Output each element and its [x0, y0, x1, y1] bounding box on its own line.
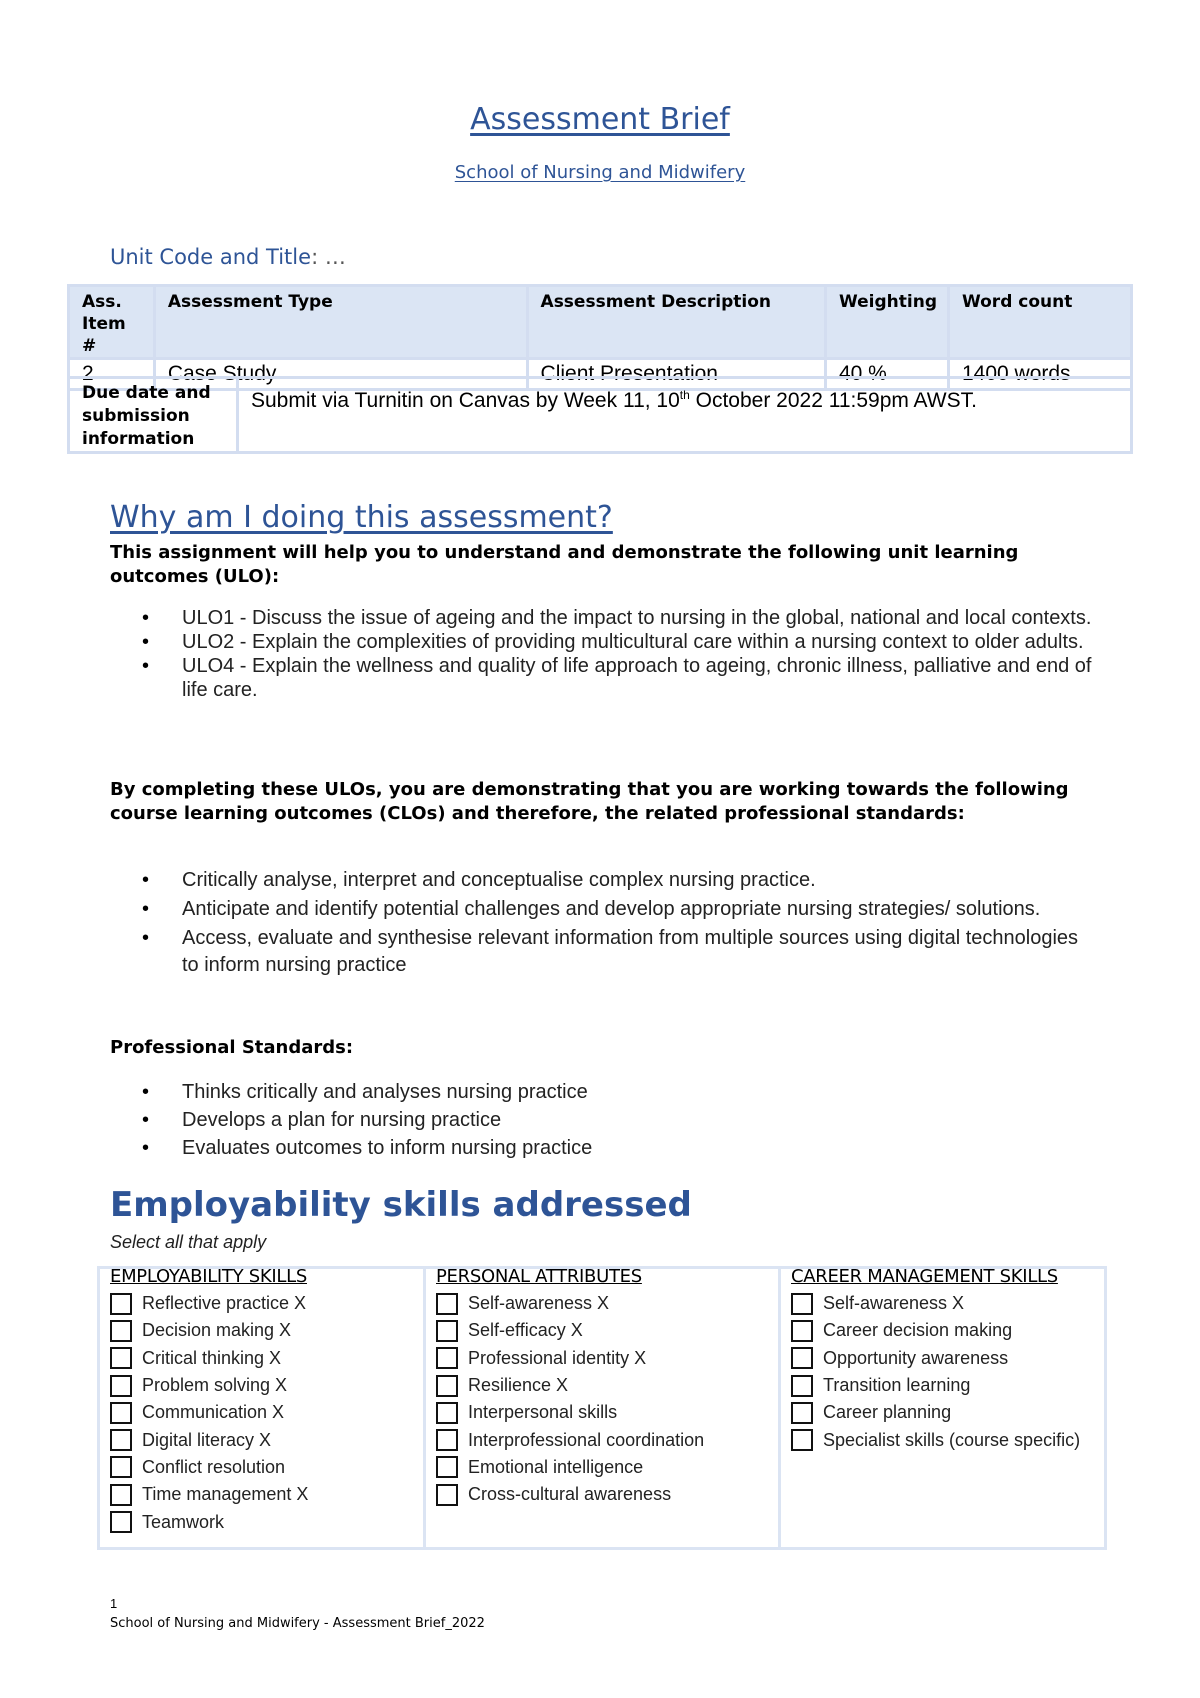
professional-standards-heading: Professional Standards: — [110, 1037, 354, 1058]
ulo-list — [110, 606, 1100, 702]
cell-type: Case Study — [154, 359, 527, 390]
unit-code-separator: : — [311, 245, 319, 269]
skill-item[interactable] — [110, 1454, 423, 1481]
page-title: Assessment Brief — [470, 102, 730, 137]
skill-label: Professional identity X — [468, 1347, 647, 1368]
unit-code-line — [110, 245, 346, 269]
skill-label: Self-efficacy X — [468, 1320, 583, 1341]
skill-label: Teamwork — [142, 1511, 225, 1532]
skill-label: Problem solving X — [142, 1375, 288, 1396]
select-note: Select all that apply — [110, 1232, 267, 1252]
due-date-label: Due date and submission information — [69, 378, 238, 453]
skill-label: Self-awareness X — [823, 1293, 965, 1314]
list-item: • Anticipate and identify potential challenges and develop appropriate nursing strategies/ solutions. — [110, 896, 1100, 923]
why-heading: Why am I doing this assessment? — [110, 500, 613, 535]
list-item: • Thinks critically and analyses nursing practice — [110, 1078, 1100, 1106]
unit-code-value: … — [324, 245, 346, 269]
col-header-weighting: Weighting — [825, 286, 948, 359]
skill-item[interactable] — [436, 1481, 778, 1508]
skill-item[interactable] — [110, 1317, 423, 1344]
skill-label: Resilience X — [468, 1375, 569, 1396]
skill-item[interactable] — [110, 1290, 423, 1317]
skill-item[interactable] — [110, 1426, 423, 1453]
skill-label: Self-awareness X — [468, 1293, 610, 1314]
checkbox[interactable] — [110, 1320, 132, 1342]
employability-heading: Employability skills addressed — [110, 1185, 692, 1225]
footer-text: School of Nursing and Midwifery - Assessment Brief_2022 — [110, 1616, 485, 1631]
list-item: • Access, evaluate and synthesise relevant information from multiple sources using digital technologies to inform nursing practice — [110, 925, 1100, 979]
skill-item[interactable] — [110, 1508, 423, 1535]
skill-item[interactable] — [436, 1317, 778, 1344]
checkbox[interactable] — [436, 1347, 458, 1369]
skill-item[interactable] — [436, 1426, 778, 1453]
skill-item[interactable] — [791, 1372, 1104, 1399]
column-header: CAREER MANAGEMENT SKILLS — [791, 1266, 1058, 1287]
ulo-intro: This assignment will help you to understand and demonstrate the following unit learning outcomes (ULO): — [110, 542, 1019, 587]
skill-label: Reflective practice X — [142, 1293, 307, 1314]
checkbox[interactable] — [436, 1402, 458, 1424]
skill-item[interactable] — [110, 1372, 423, 1399]
checkbox[interactable] — [791, 1375, 813, 1397]
skill-label: Cross-cultural awareness — [468, 1484, 672, 1505]
column-career-management — [778, 1266, 1104, 1547]
skills-table — [97, 1266, 1107, 1550]
checkbox[interactable] — [436, 1429, 458, 1451]
checkbox[interactable] — [110, 1456, 132, 1478]
checkbox[interactable] — [436, 1484, 458, 1506]
skill-label: Decision making X — [142, 1320, 292, 1341]
checkbox[interactable] — [110, 1347, 132, 1369]
col-header-word-count: Word count — [948, 286, 1131, 359]
cell-description: Client Presentation — [527, 359, 825, 390]
skill-item[interactable] — [436, 1372, 778, 1399]
col-header-description: Assessment Description — [527, 286, 825, 359]
column-header: EMPLOYABILITY SKILLS — [110, 1266, 307, 1287]
skill-label: Interpersonal skills — [468, 1402, 618, 1423]
column-employability-skills — [100, 1266, 423, 1547]
skill-label: Time management X — [142, 1484, 309, 1505]
assessment-table — [67, 284, 1133, 391]
checkbox[interactable] — [791, 1347, 813, 1369]
checkbox[interactable] — [436, 1456, 458, 1478]
checkbox[interactable] — [791, 1320, 813, 1342]
list-item: • ULO2 - Explain the complexities of providing multicultural care within a nursing context to older adults. — [110, 630, 1100, 654]
unit-code-label: Unit Code and Title — [110, 245, 312, 269]
col-header-item: Ass. Item # — [69, 286, 155, 359]
checkbox[interactable] — [110, 1511, 132, 1533]
skill-label: Conflict resolution — [142, 1456, 286, 1477]
checkbox[interactable] — [436, 1293, 458, 1315]
cell-item: 2 — [69, 359, 155, 390]
skill-item[interactable] — [436, 1454, 778, 1481]
skill-item[interactable] — [791, 1290, 1104, 1317]
list-item: • ULO1 - Discuss the issue of ageing and the impact to nursing in the global, national and local contexts. — [110, 606, 1100, 630]
page-number: 1 — [110, 1596, 118, 1611]
standards-list — [110, 1078, 1100, 1162]
skill-label: Opportunity awareness — [823, 1347, 1009, 1368]
skill-label: Digital literacy X — [142, 1429, 272, 1450]
skill-item[interactable] — [791, 1426, 1104, 1453]
skill-label: Specialist skills (course specific) — [823, 1429, 1081, 1450]
checkbox[interactable] — [436, 1320, 458, 1342]
due-text-main: Submit via Turnitin on Canvas by Week 11, 10 — [251, 389, 680, 412]
checkbox[interactable] — [436, 1375, 458, 1397]
column-personal-attributes — [423, 1266, 778, 1547]
skill-label: Emotional intelligence — [468, 1456, 644, 1477]
checkbox[interactable] — [110, 1293, 132, 1315]
checkbox[interactable] — [791, 1293, 813, 1315]
skill-item[interactable] — [791, 1345, 1104, 1372]
due-date-table — [67, 376, 1133, 454]
list-item: • Critically analyse, interpret and conceptualise complex nursing practice. — [110, 867, 1100, 894]
checkbox[interactable] — [791, 1402, 813, 1424]
skill-item[interactable] — [791, 1317, 1104, 1344]
skill-label: Critical thinking X — [142, 1347, 282, 1368]
cell-weighting: 40 % — [825, 359, 948, 390]
skill-label: Transition learning — [823, 1375, 971, 1396]
skill-item[interactable] — [436, 1399, 778, 1426]
skill-label: Interprofessional coordination — [468, 1429, 705, 1450]
checkbox[interactable] — [110, 1375, 132, 1397]
list-item: • Develops a plan for nursing practice — [110, 1106, 1100, 1134]
list-item: • Evaluates outcomes to inform nursing practice — [110, 1134, 1100, 1162]
due-text-sup: th — [679, 388, 690, 402]
skill-item[interactable] — [791, 1399, 1104, 1426]
assessment-table-header — [69, 286, 1132, 359]
checkbox[interactable] — [791, 1429, 813, 1451]
cell-word-count: 1400 words — [948, 359, 1131, 390]
clo-intro: By completing these ULOs, you are demonstrating that you are working towards the following course learning outcomes (CLOs) and therefore, the related professional standards: — [110, 779, 1069, 824]
checkbox[interactable] — [110, 1429, 132, 1451]
due-text-tail: October 2022 11:59pm AWST. — [689, 389, 977, 412]
page-subtitle: School of Nursing and Midwifery — [454, 162, 746, 183]
skill-item[interactable] — [436, 1345, 778, 1372]
col-header-type: Assessment Type — [154, 286, 527, 359]
list-item: • ULO4 - Explain the wellness and quality of life approach to ageing, chronic illness, palliative and end of life care. — [110, 654, 1100, 702]
clo-list — [110, 867, 1100, 981]
skill-item[interactable] — [110, 1345, 423, 1372]
skill-item[interactable] — [110, 1399, 423, 1426]
skill-item[interactable] — [110, 1481, 423, 1508]
skill-label: Career planning — [823, 1402, 952, 1423]
checkbox[interactable] — [110, 1402, 132, 1424]
checkbox[interactable] — [110, 1484, 132, 1506]
skill-item[interactable] — [436, 1290, 778, 1317]
skill-label: Career decision making — [823, 1320, 1013, 1341]
column-header: PERSONAL ATTRIBUTES — [436, 1266, 642, 1287]
due-date-info — [238, 378, 1132, 453]
skill-label: Communication X — [142, 1402, 285, 1423]
